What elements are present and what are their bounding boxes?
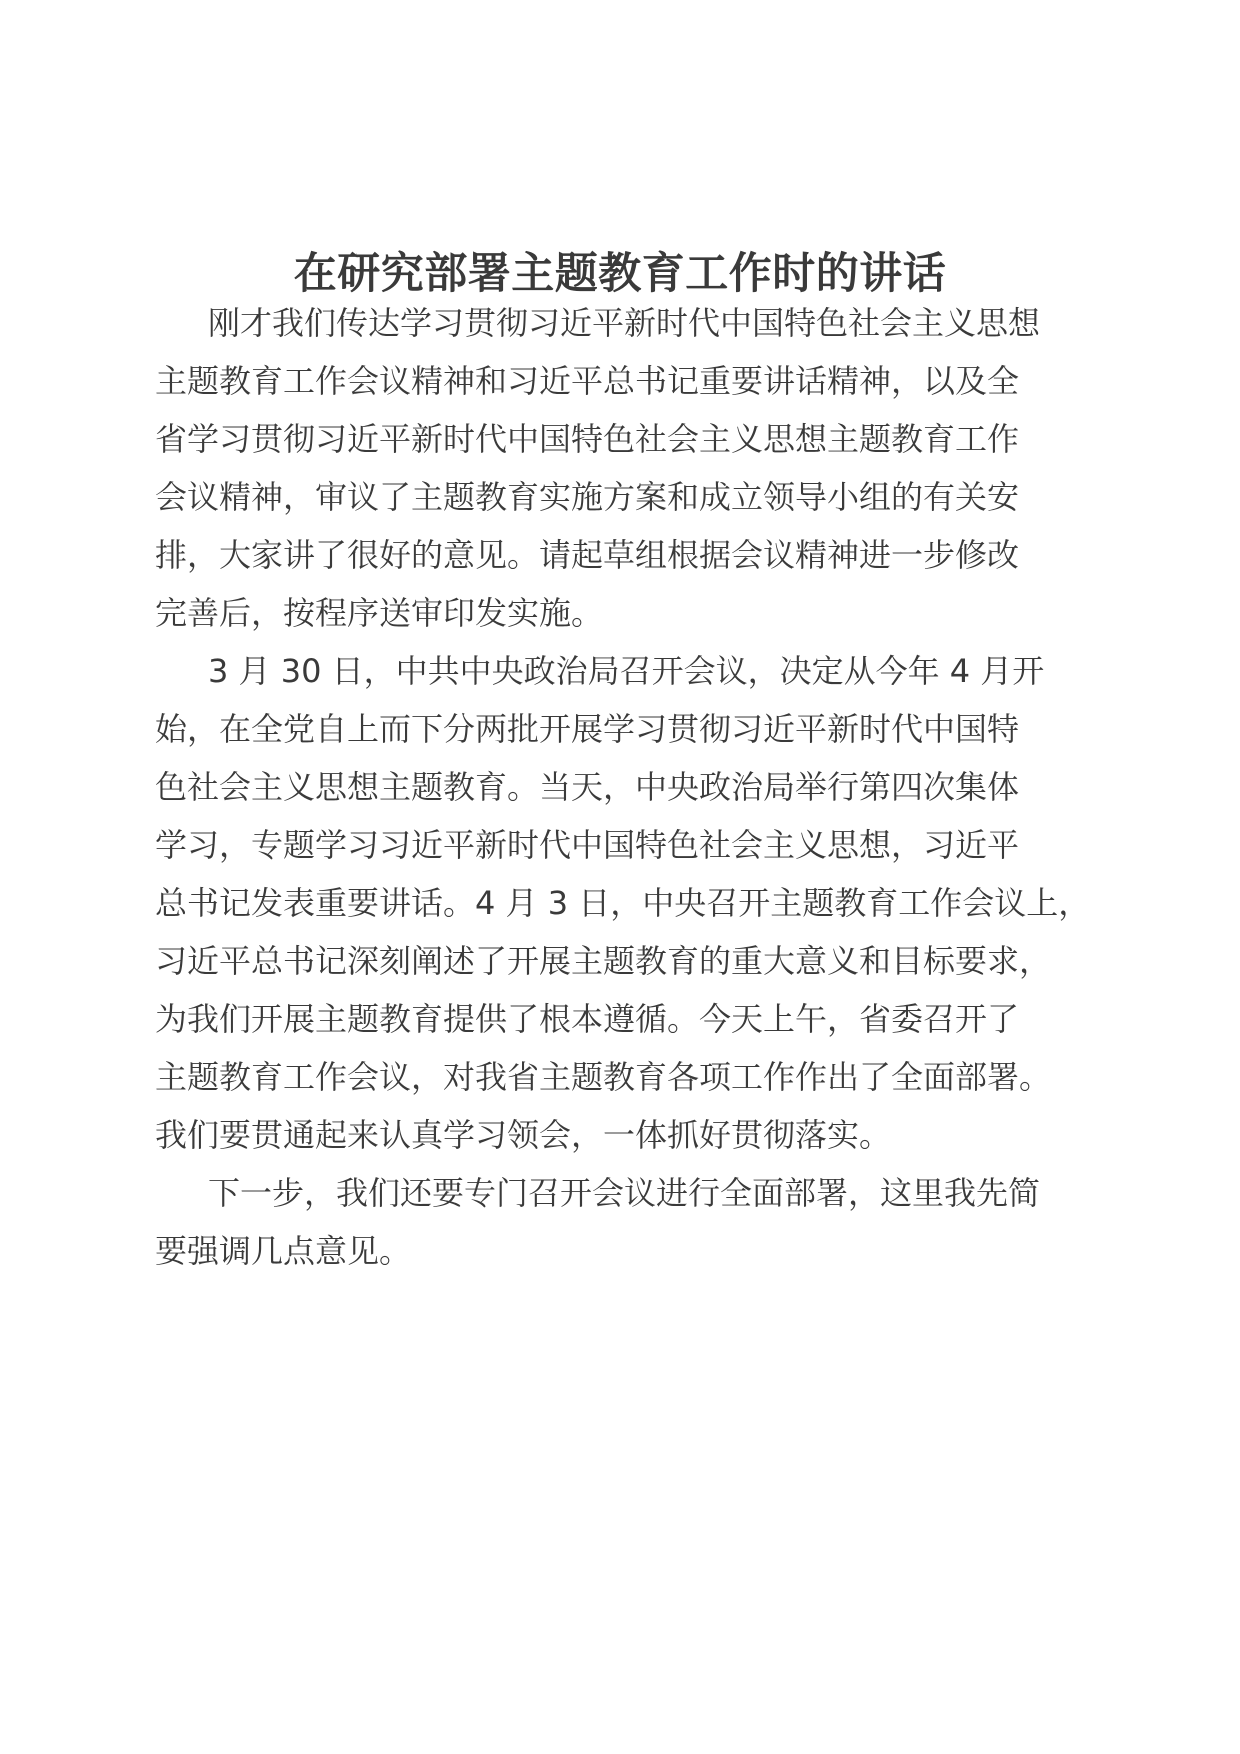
- paragraph-1-line-2: 主题教育工作会议精神和习近平总书记重要讲话精神，以及全: [155, 362, 1020, 400]
- paragraph-2-line-7: 为我们开展主题教育提供了根本遵循。今天上午，省委召开了: [155, 1000, 1020, 1038]
- paragraph-1-line-3: 省学习贯彻习近平新时代中国特色社会主义思想主题教育工作: [155, 420, 1020, 458]
- paragraph-3-line-1: 下一步，我们还要专门召开会议进行全面部署，这里我先简: [208, 1174, 1041, 1212]
- paragraph-1-line-1: 刚才我们传达学习贯彻习近平新时代中国特色社会主义思想: [208, 304, 1041, 342]
- paragraph-1-line-6: 完善后，按程序送审印发实施。: [155, 594, 604, 632]
- paragraph-2-line-9: 我们要贯通起来认真学习领会，一体抓好贯彻落实。: [155, 1116, 892, 1154]
- paragraph-2-line-1: 3 月 30 日，中共中央政治局召开会议，决定从今年 4 月开: [208, 652, 1045, 690]
- paragraph-1-line-5: 排，大家讲了很好的意见。请起草组根据会议精神进一步修改: [155, 536, 1020, 574]
- paragraph-2-line-4: 学习，专题学习习近平新时代中国特色社会主义思想，习近平: [155, 826, 1020, 864]
- document-title: 在研究部署主题教育工作时的讲话: [293, 249, 947, 299]
- paragraph-2-line-2: 始，在全党自上而下分两批开展学习贯彻习近平新时代中国特: [155, 710, 1020, 748]
- paragraph-2-line-3: 色社会主义思想主题教育。当天，中央政治局举行第四次集体: [155, 768, 1020, 806]
- paragraph-2-line-6: 习近平总书记深刻阐述了开展主题教育的重大意义和目标要求，: [155, 942, 1052, 980]
- paragraph-1-line-4: 会议精神，审议了主题教育实施方案和成立领导小组的有关安: [155, 478, 1020, 516]
- paragraph-2-line-5: 总书记发表重要讲话。4 月 3 日，中央召开主题教育工作会议上，: [155, 884, 1091, 922]
- paragraph-3-line-2: 要强调几点意见。: [155, 1232, 412, 1270]
- paragraph-2-line-8: 主题教育工作会议，对我省主题教育各项工作作出了全面部署。: [155, 1058, 1052, 1096]
